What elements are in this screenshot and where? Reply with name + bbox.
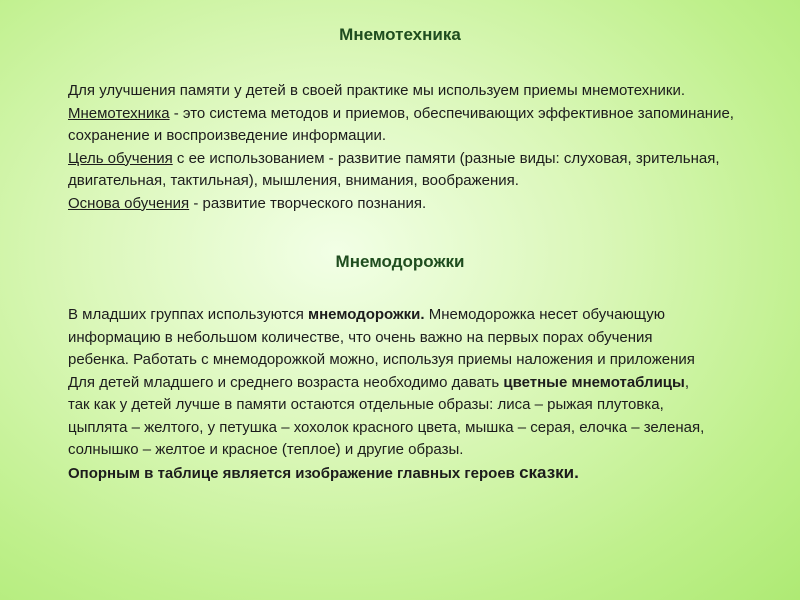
lead-sentence-emphasis: сказки. <box>519 462 579 482</box>
section-title-mnemopaths: Мнемодорожки <box>335 252 465 271</box>
term-basis: Основа обучения <box>68 194 190 212</box>
lead-sentence: Опорным в таблице является изображение главных героев <box>68 464 520 482</box>
section-title-mnemotechnics: Мнемотехника <box>339 25 461 44</box>
mnemotechnics-text <box>68 80 768 215</box>
definition-mnemotechnics: - это система методов и приемов, обеспечивающих эффективное запоминание, сохранение и воспроизведение информации. <box>68 104 734 144</box>
paragraph-start: В младших группах используются <box>68 306 309 323</box>
term-mnemotechnics: Мнемотехника <box>68 104 170 122</box>
definition-basis: - развитие творческого познания. <box>189 194 427 212</box>
mnemopaths-text <box>68 304 708 485</box>
definition-goal: с ее использованием - развитие памяти (разные виды: слуховая, зрительная, двигательная, тактильная), мышления, внимания, воображения. <box>68 149 720 189</box>
paragraph-end: , так как у детей лучше в памяти остаются отдельные образы: лиса – рыжая плутовка, цыплята – желтого, у петушка – хохолок красного цвета, мышка – серая, елочка – зеленая, солнышко – желтое и красное (теплое) и другие образы. <box>68 373 705 458</box>
term-mnemopaths: мнемодорожки. <box>308 306 425 323</box>
term-goal: Цель обучения <box>68 149 173 167</box>
paragraph-middle: Мнемодорожка несет обучающую информацию в небольшом количестве, что очень важно на первых порах обучения ребенка. Работать с мнемодорожкой можно, используя приемы наложения и приложения Для детей младшего и среднего возраста необходимо давать <box>68 306 695 391</box>
term-color-tables: цветные мнемотаблицы <box>503 373 685 391</box>
intro-text: Для улучшения памяти у детей в своей практике мы используем приемы мнемотехники. <box>68 82 686 99</box>
